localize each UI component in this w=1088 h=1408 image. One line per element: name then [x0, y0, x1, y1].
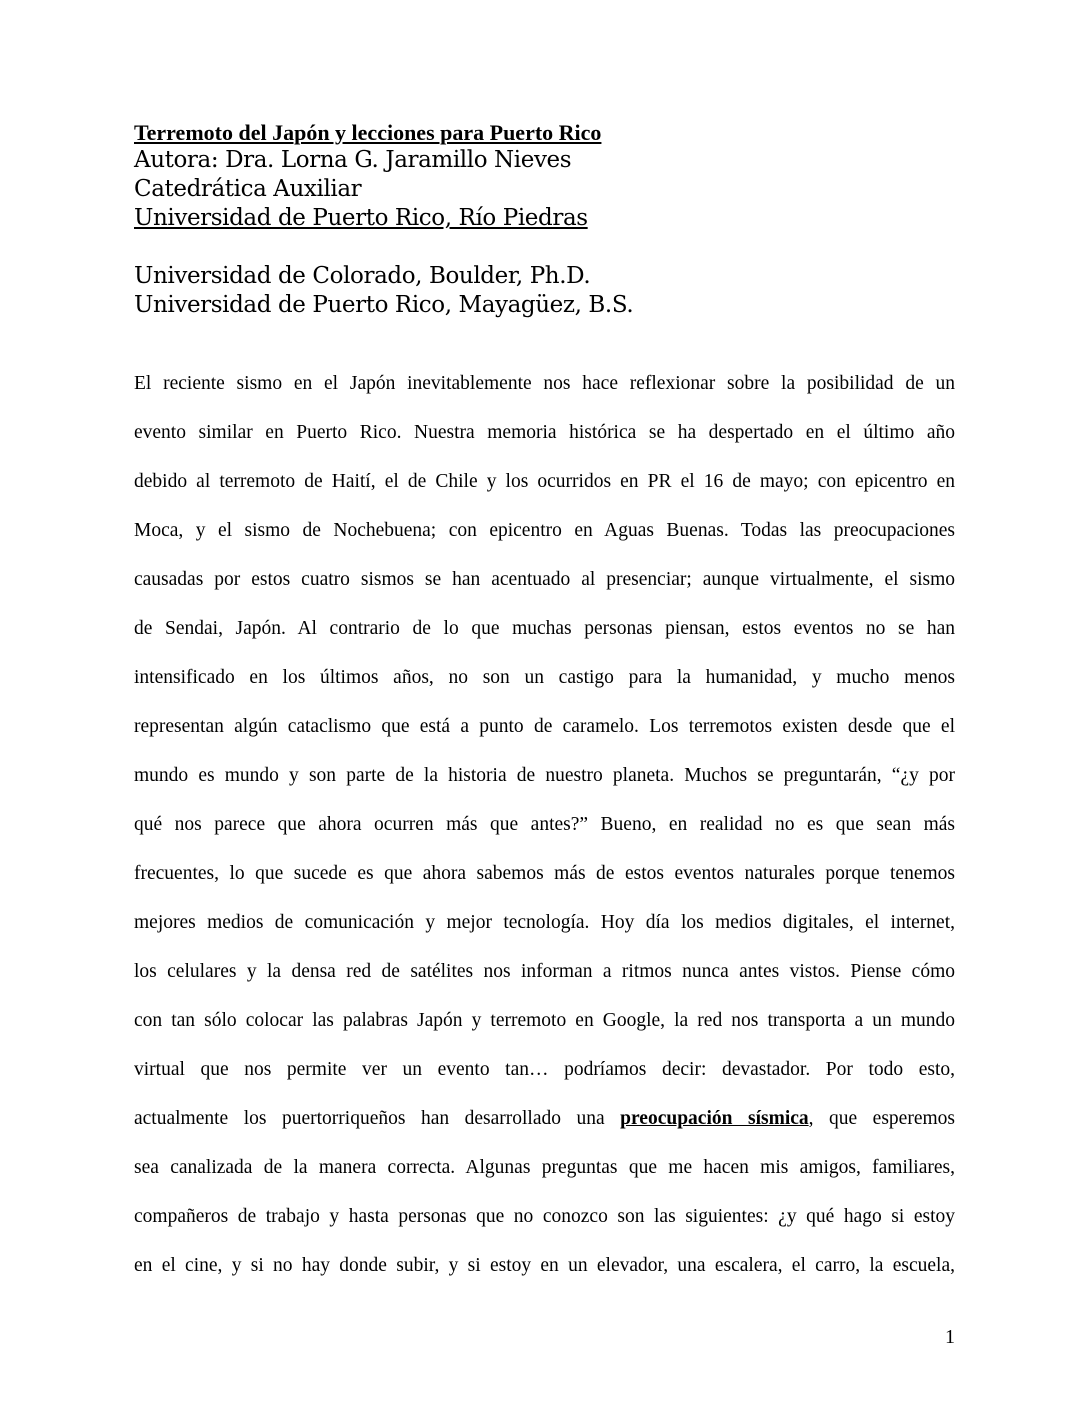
body-line: con tan sólo colocar las palabras Japón y terremoto en Google, la red nos transporta a un mundo: [134, 1010, 955, 1031]
body-line: mundo es mundo y son parte de la historia de nuestro planeta. Muchos se preguntarán, “¿y por: [134, 765, 955, 786]
body-text: [134, 371, 955, 1302]
body-line: sea canalizada de la manera correcta. Algunas preguntas que me hacen mis amigos, familiares,: [134, 1157, 955, 1178]
body-line: debido al terremoto de Haití, el de Chile y los ocurridos en PR el 16 de mayo; con epicentro en: [134, 471, 955, 492]
body-line: frecuentes, lo que sucede es que ahora sabemos más de estos eventos naturales porque tenemos: [134, 863, 955, 884]
body-line: representan algún cataclismo que está a punto de caramelo. Los terremotos existen desde que el: [134, 716, 955, 737]
degree-phd-line: Universidad de Colorado, Boulder, Ph.D.: [134, 263, 591, 289]
body-line: Moca, y el sismo de Nochebuena; con epicentro en Aguas Buenas. Todas las preocupaciones: [134, 520, 955, 541]
body-line: intensificado en los últimos años, no son un castigo para la humanidad, y mucho menos: [134, 667, 955, 688]
author-line: Autora: Dra. Lorna G. Jaramillo Nieves: [134, 147, 572, 173]
body-line: causadas por estos cuatro sismos se han acentuado al presenciar; aunque virtualmente, el sismo: [134, 569, 955, 590]
document-title: Terremoto del Japón y lecciones para Puerto Rico: [134, 120, 602, 145]
degree-bs-line: Universidad de Puerto Rico, Mayagüez, B.S.: [134, 292, 634, 318]
institution-line: Universidad de Puerto Rico, Río Piedras: [134, 205, 588, 231]
body-line: los celulares y la densa red de satélites nos informan a ritmos nunca antes vistos. Piense cómo: [134, 961, 955, 982]
body-line: qué nos parece que ahora ocurren más que antes?” Bueno, en realidad no es que sean más: [134, 814, 955, 835]
body-line: en el cine, y si no hay donde subir, y si estoy en un elevador, una escalera, el carro, la escuela,: [134, 1255, 955, 1276]
position-line: Catedrática Auxiliar: [134, 176, 362, 202]
body-line: compañeros de trabajo y hasta personas que no conozco son las siguientes: ¿y qué hago si estoy: [134, 1206, 955, 1227]
body-line: El reciente sismo en el Japón inevitablemente nos hace reflexionar sobre la posibilidad de un: [134, 373, 955, 394]
body-line: de Sendai, Japón. Al contrario de lo que muchas personas piensan, estos eventos no se han: [134, 618, 955, 639]
text-segment: , que esperemos: [808, 1108, 955, 1129]
body-line: virtual que nos permite ver un evento tan… podríamos decir: devastador. Por todo esto,: [134, 1059, 955, 1080]
emphasis-term: preocupación sísmica: [620, 1108, 809, 1129]
text-segment: actualmente los puertorriqueños han desarrollado una: [134, 1108, 621, 1129]
page-number: 1: [945, 1326, 955, 1348]
body-line: mejores medios de comunicación y mejor tecnología. Hoy día los medios digitales, el internet,: [134, 912, 955, 933]
body-line: evento similar en Puerto Rico. Nuestra memoria histórica se ha despertado en el último año: [134, 422, 955, 443]
body-line-emphasis: [134, 1106, 955, 1155]
